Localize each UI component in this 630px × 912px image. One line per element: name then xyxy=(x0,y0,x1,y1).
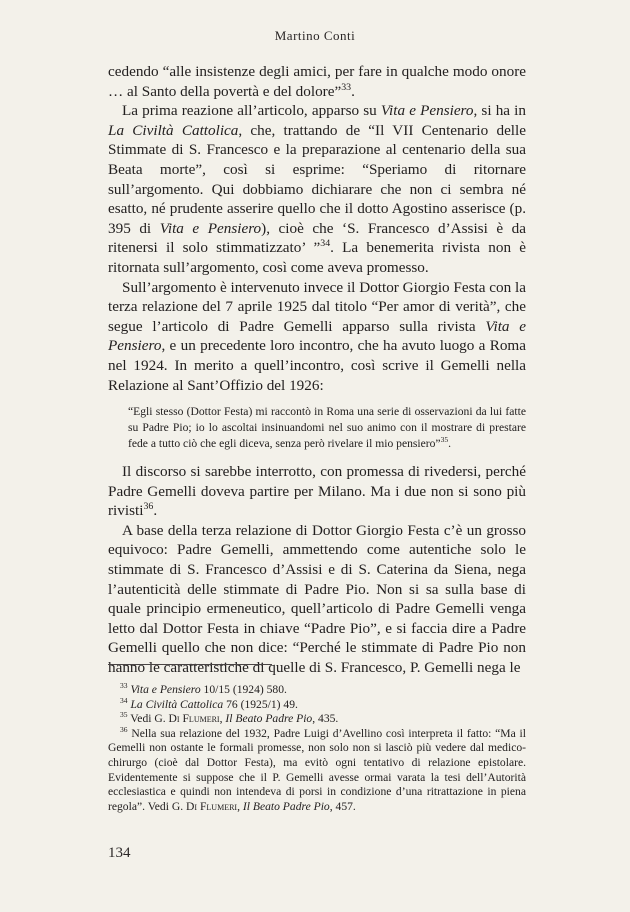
footnote-36: $^{36}$ Nella sua relazione del 1932, Padre Luigi d’Avellino così interpreta il fatto: “Ma il Gemelli non ostante le formali promesse, non solo non si lasciò più vedere dal medico-chirurgo (cioè dal Dottor Festa), ma evitò ogni tentativo di relazione epistolare. Evidentemente si suppose che il P. Gemelli avesse ormai varata la tesi dell’Autorità ecclesiastica e quindi non intendeva di porsi in condizione d’una ritrattazione in piena regola”. Vedi G. Di Flumeri, Il Beato Padre Pio, 457. xyxy=(108,724,526,813)
page-number: 134 xyxy=(108,845,131,861)
paragraph: Sull’argomento è intervenuto invece il Dottor Giorgio Festa con la terza relazione del 7 aprile 1925 dal titolo “Per amor di verità”, che segue l’articolo di Padre Gemelli apparso sulla rivista Vita e Pensiero, e un precedente loro incontro, che ha avuto luogo a Roma nel 1924. In merito a quell’incontro, così scrive il Gemelli nella Relazione al Sant’Offizio del 1926: xyxy=(108,278,526,394)
block-quote: “Egli stesso (Dottor Festa) mi raccontò in Roma una serie di osservazioni da lui fatte su Padre Pio; io lo ascoltai insinuandomi nel suo animo con il mostrare di prestare fede a tutto ciò che egli diceva, senza però rivelare il mio pensiero”$^{35}$. xyxy=(128,405,526,451)
main-text xyxy=(108,62,526,678)
running-header: Martino Conti xyxy=(274,28,356,43)
footnote-divider xyxy=(108,664,272,665)
paragraph: A base della terza relazione di Dottor Giorgio Festa c’è un grosso equivoco: Padre Gemelli, ammettendo come autentiche solo le stimmate di S. Francesco d’Assisi e di S. Caterina da Siena, nega l’autenticità delle stimmate di Padre Pio. Non si sa sulla base di quale principio ermeneutico, quell’articolo di Padre Gemelli venga letto dal Dottor Festa in chiave “Padre Pio”, e si faccia dire a Padre Gemelli quello che non dice: “Perché le stimmate di Padre Pio non hanno le caratteristiche di quelle di S. Francesco, P. Gemelli nega le xyxy=(108,521,526,677)
footnotes xyxy=(108,683,526,814)
footnote-35: $^{35}$ Vedi G. Di Flumeri, Il Beato Padre Pio, 435. xyxy=(120,710,339,726)
footnote-34: $^{34}$ La Civiltà Cattolica 76 (1925/1) 49. xyxy=(120,695,298,711)
footnote-ref[interactable]: 34 xyxy=(320,238,331,250)
footnote-ref[interactable]: 36 xyxy=(143,501,154,513)
paragraph: cedendo “alle insistenze degli amici, per fare in qualche modo onore … al Santo della povertà e del dolore”$^{33}$. xyxy=(108,63,526,100)
footnote-ref[interactable]: 35 xyxy=(440,435,449,445)
footnote-33: $^{33}$ Vita e Pensiero 10/15 (1924) 580. xyxy=(120,681,287,696)
footnote-ref[interactable]: 33 xyxy=(341,81,352,93)
paragraph: La prima reazione all’articolo, apparso su Vita e Pensiero, si ha in La Civiltà Cattolica, che, trattando de “Il VII Centenario delle Stimmate di S. Francesco e la preparazione al centenario della sua Beata morte”, così si esprime: “Speriamo di ritornare sull’argomento. Qui dobbiamo dichiarare che non ci sembra né esatto, né prudente asserire quello che il dotto Agostino asserisce (p. 395 di Vita e Pensiero), cioè che ‘S. Francesco d’Assisi è da ritenersi il solo stimmatizzato’ ”$^{34}$. La benemerita rivista non è ritornata sull’argomento, così come aveva promesso. xyxy=(108,102,526,276)
paragraph: Il discorso si sarebbe interrotto, con promessa di rivedersi, perché Padre Gemelli doveva partire per Milano. Ma i due non si sono più rivisti$^{36}$. xyxy=(108,463,526,520)
